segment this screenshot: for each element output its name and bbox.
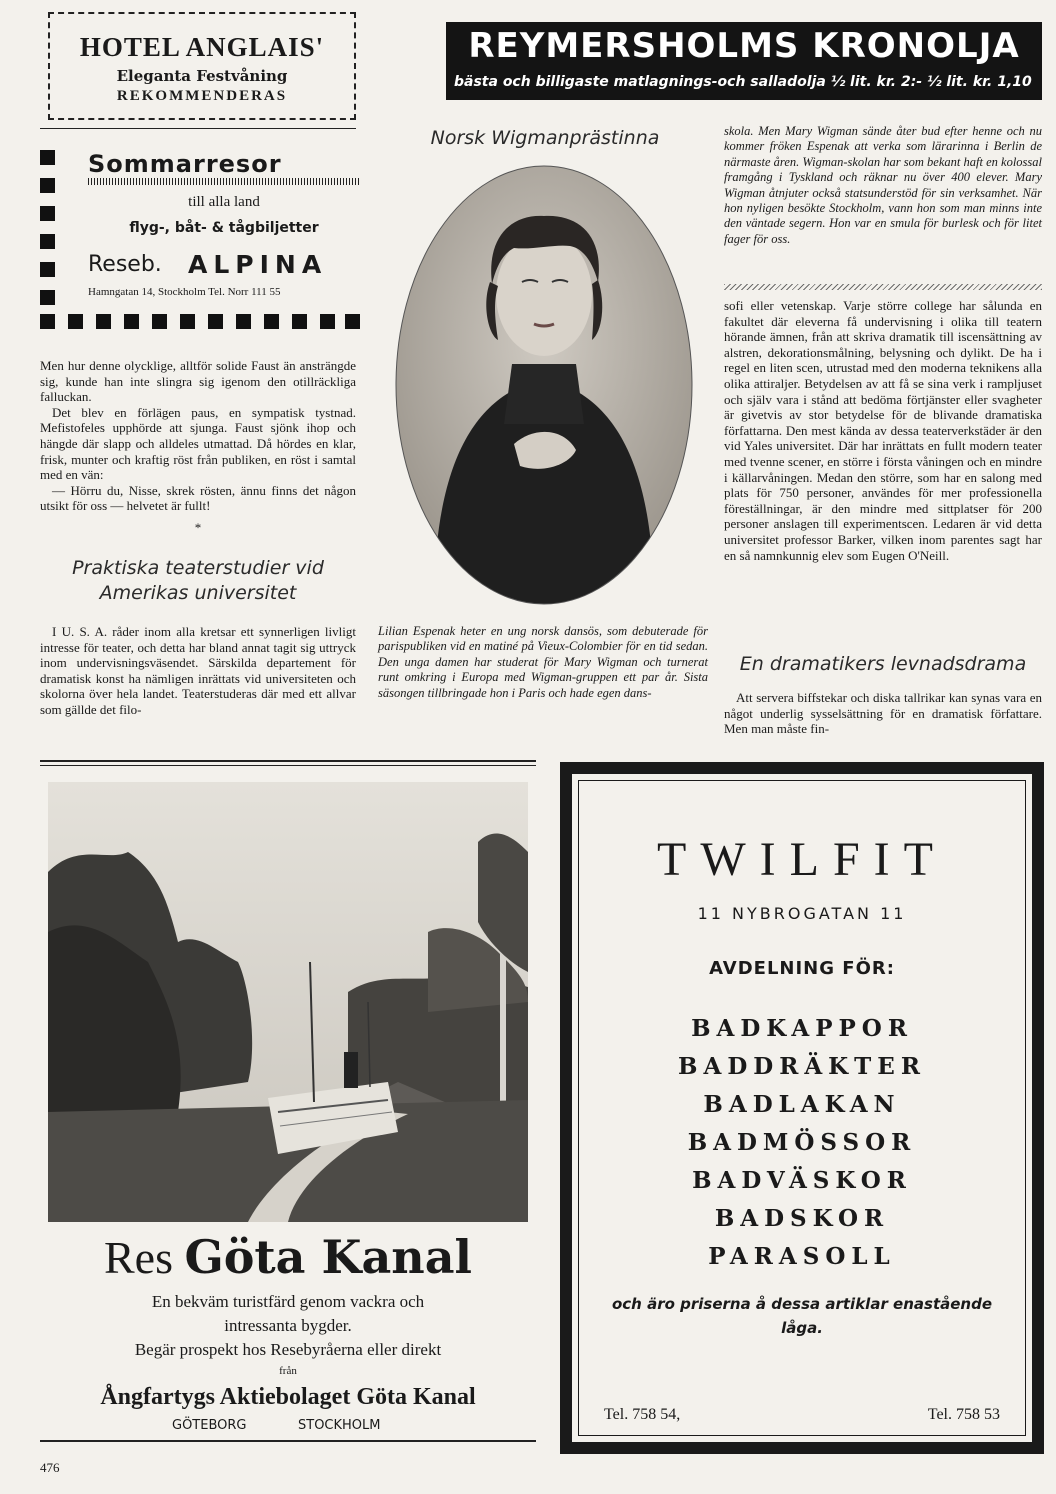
square-ornament xyxy=(40,178,55,193)
twilfit-item: BADLAKAN xyxy=(703,1091,901,1118)
ad-border-top-inner xyxy=(40,765,536,766)
twilfit-item: BADVÄSKOR xyxy=(692,1167,912,1194)
square-ornament xyxy=(40,234,55,249)
square-ornament xyxy=(236,314,251,329)
twilfit-address: 11 NYBROGATAN 11 xyxy=(697,904,907,923)
reymersholms-title: REYMERSHOLMS KRONOLJA xyxy=(468,26,1020,66)
square-ornament xyxy=(180,314,195,329)
dramatiker-paragraph xyxy=(724,690,1042,737)
gota-name: Göta Kanal xyxy=(184,1230,473,1284)
alpina-name: ALPINA xyxy=(188,250,328,279)
wigman-continuation: skola. Men Mary Wigman sände åter bud efter henne och nu kommer fröken Espenak att verka som lärarinna i Berlin de närmaste åren. Wigman-skolan har som bekant haft en kolossal framgång i Tyskland och räknar nu över 400 elever. Mary Wigman åtnjuter också statsunderstöd för sin verksamhet. När hon nyligen besökte Stockholm, vann hon som man minns inte den väntade segern. Hon var en smula för burlesk och för litet fager för oss. xyxy=(724,124,1042,246)
gota-headline xyxy=(40,1230,536,1284)
ad-border-bottom xyxy=(40,1440,536,1442)
reymersholms-tagline: bästa och billigaste matlagnings-och salladolja ½ lit. kr. 2:- ½ lit. kr. 1,10 xyxy=(454,74,1032,90)
wavy-divider xyxy=(724,284,1042,290)
square-ornament xyxy=(264,314,279,329)
paragraph: sofi eller vetenskap. Varje större college har sålunda en fakultet där eleverna få undervisning i olika till teatern hörande ämnen, från att skriva dramatik till iscensättning av alstren, dekorationsmålning, belysning och dylikt. De ha i regel en liten scen, utrustad med den moderna teknikens alla olika attiraljer. Betydelsen av att få se sina verk i rampljuset och själv vara i stånd att bedöma förtjänster eller svagheter är givetvis av stor betydelse för de blivande dramatiska författarna. Den mest kända av dessa teaterverkstäder är den vid Yales universitet. Där har inrättats en fullt modern teater med tvenne scener, en större i första våningen och en mindre i källarvåningen. Medan den större, som har en salong med plats för 750 personer, användes för mer professionella föreställningar, är den mindre med sittplatser för 200 personer anslagen till experimentscen. Ledaren är vid detta universitet professor Barker, vilken inom parentes sagt har en så namnkunnig elev som Eugen O'Neill. xyxy=(724,298,1042,563)
square-ornament xyxy=(152,314,167,329)
twilfit-ad xyxy=(560,762,1044,1454)
twilfit-items xyxy=(572,1010,1032,1276)
alpina-address: Hamngatan 14, Stockholm Tel. Norr 111 55 xyxy=(88,286,281,298)
paragraph: Det blev en förlägen paus, en sympatisk tystnad. Mefistofeles upphörde att sjunga. Faust sjönk ihop och hängde där slapp och alldeles utmattad. Då hördes en klar, frisk, munter och kraftig röst från publiken, en röst i samtal med en vän: xyxy=(40,404,356,483)
teater-heading xyxy=(40,556,356,606)
twilfit-section: AVDELNING FÖR: xyxy=(709,958,895,979)
wigman-caption: Lilian Espenak heter en ung norsk dansös, som debuterade för parispubliken vid en matiné på Vieux-Colombier för en tid sedan. Den unga damen har studerat för Mary Wigman och turnerat runt omkring i Europa med Wigman-gruppen ett par år. Sista säsongen tillbringade hon i Paris och hade egen dans- xyxy=(378,624,708,700)
hotel-name: HOTEL ANGLAIS' xyxy=(79,32,325,62)
alpina-travel-ad xyxy=(40,132,360,337)
paragraph: Att servera biffstekar och diska tallrikar kan synas vara en något underlig sysselsättning för en dramatisk författare. Men man måste fin- xyxy=(724,690,1042,737)
gota-city-goteborg: GÖTEBORG xyxy=(172,1418,247,1433)
square-ornament xyxy=(40,206,55,221)
paragraph: — Hörru du, Nisse, skrek rösten, ännu finns det någon utsikt för oss — helvetet är fullt! xyxy=(40,482,356,514)
page-number: 476 xyxy=(40,1460,60,1475)
square-ornament xyxy=(208,314,223,329)
square-ornament xyxy=(96,314,111,329)
twilfit-item: PARASOLL xyxy=(708,1243,896,1270)
twilfit-item: BADKAPPOR xyxy=(691,1015,913,1042)
hotel-line1: Eleganta Festvåning xyxy=(116,67,288,85)
dramatiker-heading: En dramatikers levnadsdrama xyxy=(739,653,1027,675)
ad-border-top xyxy=(40,760,536,762)
wigman-heading: Norsk Wigmanprästinna xyxy=(430,127,660,149)
paragraph: Men hur denne olycklige, alltför solide Faust än ansträngde sig, kunde han inte slingra sig igenom den otillräckliga falluckan. xyxy=(40,358,356,405)
square-ornament xyxy=(40,150,55,165)
square-ornament xyxy=(68,314,83,329)
square-ornament xyxy=(40,262,55,277)
square-ornament xyxy=(124,314,139,329)
twilfit-name: TWILFIT xyxy=(657,833,947,886)
square-ornament xyxy=(345,314,360,329)
gota-line1: En bekväm turistfärd genom vackra och xyxy=(151,1292,425,1311)
separator: * xyxy=(194,519,202,535)
twilfit-tel1: Tel. 758 54, xyxy=(604,1406,681,1423)
gota-city-stockholm: STOCKHOLM xyxy=(298,1418,381,1433)
alpina-line1: till alla land xyxy=(188,194,260,210)
square-ornament xyxy=(320,314,335,329)
twilfit-tel2: Tel. 758 53 xyxy=(927,1406,1000,1423)
hotel-line2: REKOMMENDERAS xyxy=(116,88,288,104)
hatch-rule xyxy=(88,178,360,185)
square-ornament xyxy=(292,314,307,329)
twilfit-item: BADMÖSSOR xyxy=(687,1129,917,1156)
twilfit-note: och äro priserna å dessa artiklar enastående låga. xyxy=(611,1295,993,1337)
divider xyxy=(40,128,356,129)
faust-text xyxy=(40,358,356,536)
gota-company: Ångfartygs Aktiebolaget Göta Kanal xyxy=(100,1384,476,1410)
gota-line4: från xyxy=(279,1365,297,1377)
portrait-image xyxy=(394,164,694,606)
teater-heading-line2: Amerikas universitet xyxy=(99,582,297,604)
gota-line3: Begär prospekt hos Resebyråerna eller direkt xyxy=(134,1340,442,1359)
paragraph: I U. S. A. råder inom alla kretsar ett synnerligen livligt intresse för teater, och detta har bland annat tagit sig uttryck inom undervisningsväsendet. Särskilda departement för dramatisk konst ha nämligen inrättats vid universiteten och skolorna över hela landet. Teaterstuderas där med ett allvar som gällde det filo- xyxy=(40,624,356,717)
gota-res: Res xyxy=(103,1232,173,1283)
gota-kanal-ad xyxy=(40,760,536,1450)
teater-paragraph-2 xyxy=(724,298,1042,563)
hotel-anglais-ad xyxy=(48,12,356,120)
alpina-headline: Sommarresor xyxy=(88,150,282,178)
teater-paragraph-1 xyxy=(40,624,356,718)
reymersholms-ad xyxy=(446,22,1042,100)
portrait-photo xyxy=(394,164,694,606)
square-ornament xyxy=(40,314,55,329)
canal-steamship-photo xyxy=(48,782,528,1222)
teater-heading-line1: Praktiska teaterstudier vid xyxy=(72,557,324,579)
square-ornament xyxy=(40,290,55,305)
twilfit-item: BADDRÄKTER xyxy=(678,1053,926,1080)
twilfit-item: BADSKOR xyxy=(714,1205,890,1232)
alpina-name-prefix: Reseb. xyxy=(88,252,162,277)
alpina-line2: flyg-, båt- & tågbiljetter xyxy=(129,220,319,236)
gota-line2: intressanta bygder. xyxy=(224,1316,352,1335)
